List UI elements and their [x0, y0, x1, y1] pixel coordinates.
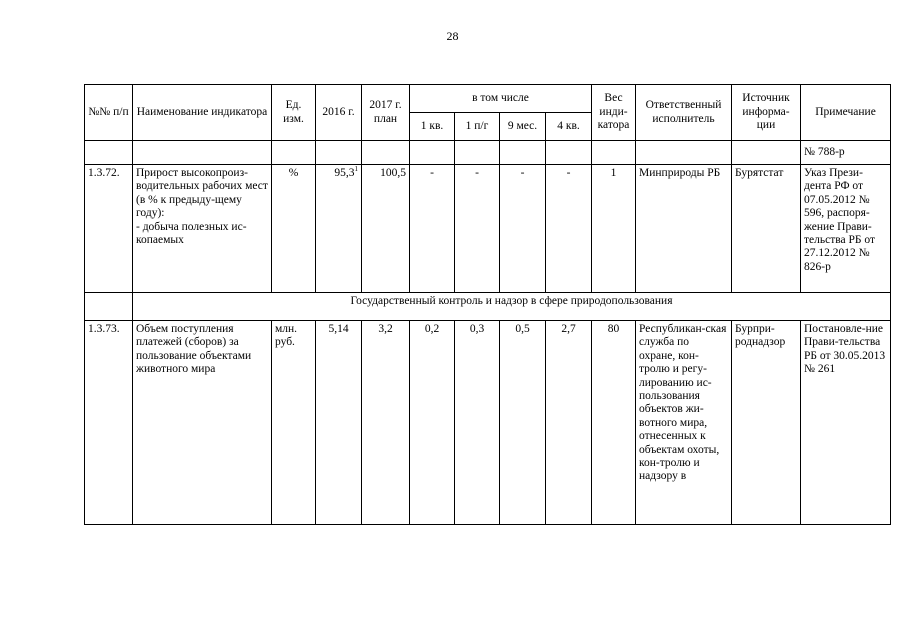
table-row [85, 321, 891, 525]
value-2016-number: 95,3 [334, 167, 355, 179]
value-h1: 0,3 [455, 321, 500, 525]
note-cell: Указ Прези-дента РФ от 07.05.2012 № 596, распоря-жение Прави-тельства РБ от 27.12.2012 № 826-р [801, 165, 891, 293]
header-weight: Вес инди-катора [592, 85, 636, 141]
value-9m: 0,5 [500, 321, 546, 525]
value-2016: 5,14 [316, 321, 362, 525]
weight-cell: 80 [592, 321, 636, 525]
empty-cell [500, 141, 546, 165]
executor-cell: Республикан-ская служба по охране, кон-тролю и регу-лированию ис-пользования объектов жи-вотного мира, отнесенных к объектам охоты, кон-тролю и надзору в [636, 321, 732, 525]
empty-cell [133, 141, 272, 165]
value-9m: - [500, 165, 546, 293]
row-num: 1.3.73. [85, 321, 133, 525]
value-2017-plan: 100,5 [362, 165, 410, 293]
header-including: в том числе [410, 85, 592, 113]
value-q4: 2,7 [546, 321, 592, 525]
footnote-mark: 1 [354, 165, 358, 174]
empty-cell [636, 141, 732, 165]
empty-cell [316, 141, 362, 165]
unit-cell: млн. руб. [272, 321, 316, 525]
source-cell: Бурпри-роднадзор [732, 321, 801, 525]
empty-cell [85, 141, 133, 165]
header-name: Наименование индикатора [133, 85, 272, 141]
executor-cell: Минприроды РБ [636, 165, 732, 293]
unit-cell: % [272, 165, 316, 293]
continuation-note: № 788-р [801, 141, 891, 165]
header-9m: 9 мес. [500, 113, 546, 141]
empty-cell [410, 141, 455, 165]
header-h1: 1 п/г [455, 113, 500, 141]
header-q4: 4 кв. [546, 113, 592, 141]
empty-cell [85, 293, 133, 321]
section-title: Государственный контроль и надзор в сфере природопользования [133, 293, 891, 321]
header-2016: 2016 г. [316, 85, 362, 141]
empty-cell [455, 141, 500, 165]
value-2016 [316, 165, 362, 293]
header-source: Источник информа-ции [732, 85, 801, 141]
header-executor: Ответственный исполнитель [636, 85, 732, 141]
indicators-table [84, 84, 891, 525]
empty-cell [362, 141, 410, 165]
header-2017-plan: 2017 г. план [362, 85, 410, 141]
header-note: Примечание [801, 85, 891, 141]
header-row-top [85, 85, 891, 113]
empty-cell [732, 141, 801, 165]
page-number: 28 [446, 29, 459, 43]
value-q1: 0,2 [410, 321, 455, 525]
source-cell: Бурятстат [732, 165, 801, 293]
empty-cell [546, 141, 592, 165]
header-num: №№ п/п [85, 85, 133, 141]
indicator-name: Объем поступления платежей (сборов) за пользование объектами животного мира [133, 321, 272, 525]
table-row [85, 165, 891, 293]
value-q1: - [410, 165, 455, 293]
value-h1: - [455, 165, 500, 293]
continuation-row [85, 141, 891, 165]
value-2017-plan: 3,2 [362, 321, 410, 525]
note-cell: Постановле-ние Прави-тельства РБ от 30.05.2013 № 261 [801, 321, 891, 525]
section-row [85, 293, 891, 321]
header-unit: Ед. изм. [272, 85, 316, 141]
weight-cell: 1 [592, 165, 636, 293]
header-q1: 1 кв. [410, 113, 455, 141]
empty-cell [272, 141, 316, 165]
empty-cell [592, 141, 636, 165]
value-q4: - [546, 165, 592, 293]
indicator-name: Прирост высокопроиз-водительных рабочих мест (в % к предыду-щему году): - добыча полезных ис-копаемых [133, 165, 272, 293]
row-num: 1.3.72. [85, 165, 133, 293]
